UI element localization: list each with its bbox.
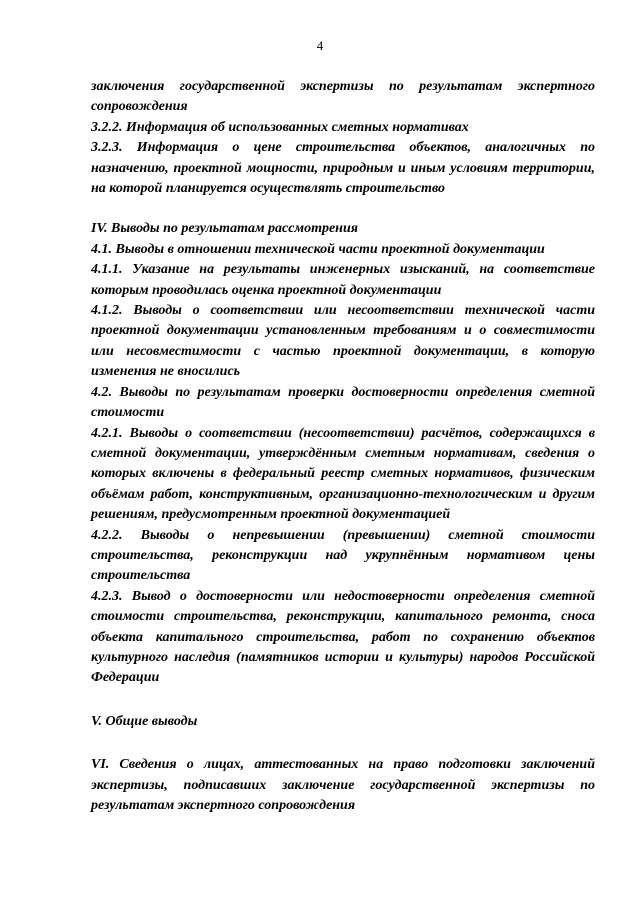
section-3-2-3: 3.2.3. Информация о цене строительства объектов, аналогичных по назначению, проектной мощности, природным и иным условиям территории, на которой планируется осуществлять строительство <box>91 140 595 197</box>
section-4-1-2: 4.1.2. Выводы о соответствии или несоответствии технической части проектной документации установленным требованиям и о совместимости или несовместимости с частью проектной документации, в которую изменения не вносились <box>91 303 595 380</box>
section-4-1-1: 4.1.1. Указание на результаты инженерных изысканий, на соответствие которым проводилась оценка проектной документации <box>91 262 595 298</box>
chapter-vi-heading: VI. Сведения о лицах, аттестованных на право подготовки заключений экспертизы, подписавших заключение государственной экспертизы по результатам экспертного сопровождения <box>91 757 595 813</box>
section-4-2: 4.2. Выводы по результатам проверки достоверности определения сметной стоимости <box>91 384 595 421</box>
chapter-v-heading: V. Общие выводы <box>91 713 198 729</box>
section-3-2-2: 3.2.2. Информация об использованных сметных нормативах <box>91 119 469 135</box>
paragraph-continuation: заключения государственной экспертизы по результатам экспертного сопровождения <box>91 79 595 115</box>
document-body <box>91 77 595 816</box>
page-number: 4 <box>316 38 324 53</box>
section-4-2-1: 4.2.1. Выводы о соответствии (несоответствии) расчётов, содержащихся в сметной документации, утверждённым сметным нормативам, сведения о которых включены в федеральный реестр сметных нормативов, физическим объёмам работ, конструктивным, организационно-технологическим и другим решениям, предусмотренным проектной документацией <box>91 425 595 523</box>
section-4-2-2: 4.2.2. Выводы о непревышении (превышении) сметной стоимости строительства, реконструкции над укрупнённым нормативом цены строительства <box>91 527 595 584</box>
spacer <box>91 689 595 712</box>
section-4-1: 4.1. Выводы в отношении технической части проектной документации <box>91 241 545 257</box>
chapter-iv-heading: IV. Выводы по результатам рассмотрения <box>91 221 358 237</box>
section-4-2-3: 4.2.3. Вывод о достоверности или недостоверности определения сметной стоимости строительства, реконструкции, капитального ремонта, сноса объекта капитального строительства, работ по сохранению объектов культурного наследия (памятников истории и культуры) народов Российской Федерации <box>91 588 595 686</box>
spacer <box>91 199 595 219</box>
spacer <box>91 732 595 755</box>
